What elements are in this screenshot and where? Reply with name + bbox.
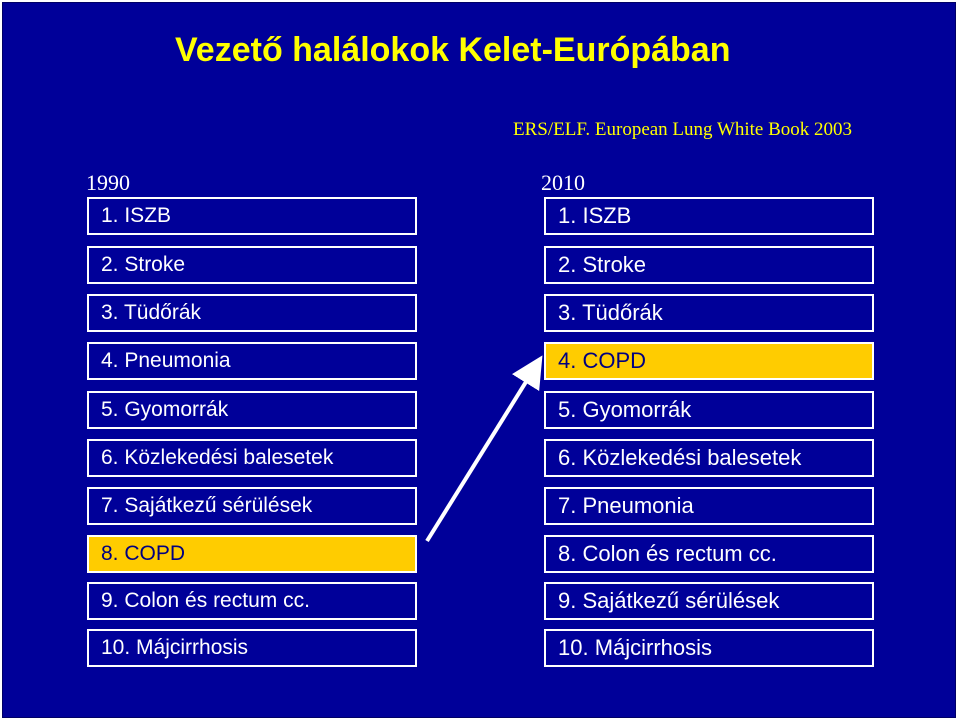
rank-item-pneumonia: 7. Pneumonia [544, 487, 874, 525]
rank-item-tudorak: 3. Tüdőrák [87, 294, 417, 332]
rank-item-sajatkezu-serulesek: 7. Sajátkezű sérülések [87, 487, 417, 525]
rank-item-tudorak: 3. Tüdőrák [544, 294, 874, 332]
source-citation: ERS/ELF. European Lung White Book 2003 [513, 119, 853, 140]
slide [2, 2, 956, 718]
rank-item-copd-highlighted: 4. COPD [544, 342, 874, 380]
year-label-1990: 1990 [86, 170, 130, 195]
rank-item-pneumonia: 4. Pneumonia [87, 342, 417, 380]
rank-item-majcirrhosis: 10. Májcirrhosis [544, 629, 874, 667]
rank-item-sajatkezu-serulesek: 9. Sajátkezű sérülések [544, 582, 874, 620]
rank-item-iszb: 1. ISZB [544, 197, 874, 235]
rank-item-gyomorrak: 5. Gyomorrák [87, 391, 417, 429]
rank-item-majcirrhosis: 10. Májcirrhosis [87, 629, 417, 667]
rank-item-kozlekedesi-balesetek: 6. Közlekedési balesetek [87, 439, 417, 477]
rank-item-iszb: 1. ISZB [87, 197, 417, 235]
rank-item-gyomorrak: 5. Gyomorrák [544, 391, 874, 429]
rank-item-stroke: 2. Stroke [544, 246, 874, 284]
rank-item-kozlekedesi-balesetek: 6. Közlekedési balesetek [544, 439, 874, 477]
rank-item-copd-highlighted: 8. COPD [87, 535, 417, 573]
copd-rank-change-arrow [3, 3, 955, 717]
rank-item-stroke: 2. Stroke [87, 246, 417, 284]
rank-item-colon-rectum: 8. Colon és rectum cc. [544, 535, 874, 573]
rank-item-colon-rectum: 9. Colon és rectum cc. [87, 582, 417, 620]
slide-title: Vezető halálokok Kelet-Európában [175, 31, 731, 69]
year-label-2010: 2010 [541, 170, 585, 195]
